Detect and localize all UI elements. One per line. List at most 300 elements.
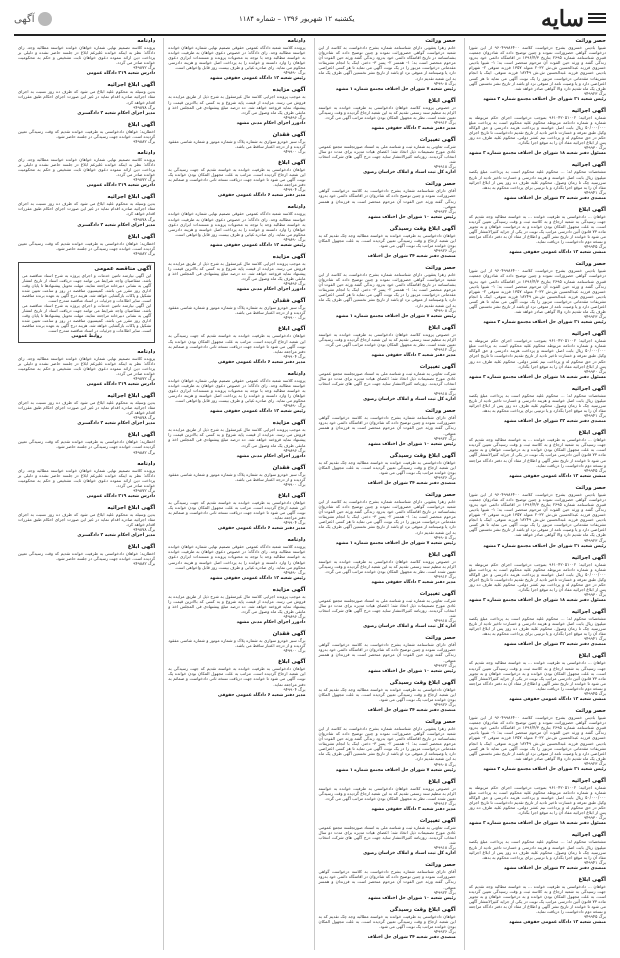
notice-signature: مدیر دفتر شعبه ۶ دادگاه عمومی حقوقی: [218, 692, 306, 698]
notice-body: برگ سبز خودرو سواری به شماره پلاک و شماره موتور و شماره شاسی مفقود گردیده و از درجه اعتبار ساقط می باشد.: [168, 471, 306, 482]
notice: [18, 234, 155, 256]
notice-body: پرونده کلاسه تصمیم نهایی شماره خواهان خوانده خواسته مطالبه وجه. رای دادگاه: نظر به اینکه خوانده علیرغم ابلاغ در جلسه حاضر نشده و دلیلی بر پرداخت دین ارائه ننموده دعوی خواهان ثابت تشخیص و حکم به محکومیت خوانده صادر می گردد.: [18, 467, 156, 488]
column-2: [314, 38, 456, 950]
notice-code: برگ ۹۴۹۹۴۱: [583, 859, 606, 865]
notice-body: اخطاریه: خواهان دادخواستی به طرفیت خوانده تقدیم که وقت رسیدگی تعیین گردیده است. خوانده جهت رسیدگی در جلسه حاضر شود.: [18, 551, 156, 562]
notice-signature: رئیس شعبه ۱۲ دادگاه عمومی حقوقی مشهد: [209, 76, 306, 82]
notice: [469, 331, 606, 380]
notice-code: برگ ۹۴۹۹۱۸: [433, 391, 456, 397]
notice-code: برگ ۹۴۹۸۸۲: [133, 561, 156, 567]
issue-line: یکشنبه ۱۲ شهریور ۱۳۹۶ – شماره ۱۱۸۴: [238, 15, 355, 23]
notice-signature: دادورز اجرای احکام مدنی مشهد: [236, 120, 306, 126]
notice-body: خواهان دادخواستی به طرفیت خوانده به خواسته تقدیم که جهت رسیدگی به این شعبه ارجاع گردیده است. مراتب به علت مجهول المکان بودن خوانده یک نوبت آگهی می شود تا خوانده جهت دریافت نسخه ثانی دادخواست و ضمائم به دفتر مراجعه نماید.: [168, 333, 306, 354]
notice-title: حصر وراثت: [575, 261, 606, 268]
notice-code: برگ ۹۴۹۹۳۰: [583, 592, 606, 598]
notice-signature: رئیس شعبه ۷ شورای حل اختلاف مجتمع شماره ۱ مشهد: [335, 767, 456, 773]
notice-body: خانم زهرا یعقوبی دارای شناسنامه شماره بشرح دادخواست به کلاسه از این شعبه درخواست گواهی حصروراثت نموده و چنین توضیح داده که شادروان بشناسنامه در تاریخ اقامتگاه دائمی خود بدرود زندگی گفته ورثه حین الفوت آن مرحوم منحصر است به: ۱- همسر ۲- پسر ۳- دختر. اینک با انجام تشریفات مقدماتی درخواست مزبور را در یک نوبت آگهی می نماید تا هر کسی اعتراضی دارد یا وصیتنامه از متوفی نزد او باشد از تاریخ نشر نخستین آگهی ظرف یک ماه به این شعبه تقدیم دارد.: [318, 45, 456, 81]
notice-code: برگ ۹۴۹۹۰۴: [283, 353, 306, 359]
notice: [319, 907, 456, 940]
notice-code: برگ ۹۴۹۸۹۶: [283, 447, 306, 453]
notice-title: آگهی ابلاغ: [127, 121, 156, 128]
notice: [168, 587, 305, 625]
notice-body: بدین وسیله به محکوم علیه ابلاغ می شود که ظرف ده روز نسبت به اجرای مفاد اجرائیه صادره اقدام نماید در غیر این صورت اجرای احکام طبق مقررات اقدام خواهد کرد.: [18, 511, 156, 528]
notice-title: حصر وراثت: [425, 264, 456, 271]
notice-body: شرکت تعاونی به شماره ثبت و شناسه ملی به استناد صورتجلسه مجمع عمومی عادی مورخ تصمیمات ذیل اتخاذ شد: اعضای هیات مدیره برای مدت دو سال انتخاب گردیدند. روزنامه کثیرالانتشار سایه جهت درج آگهی های شرکت انتخاب شد.: [318, 143, 456, 165]
notice: [18, 432, 155, 454]
notice-title: آگهی ابلاغ وقت رسیدگی: [389, 679, 456, 686]
notice: [168, 326, 305, 364]
notice-code: برگ ۹۴۹۹۳۰: [583, 368, 606, 374]
notice-body: خواهان دادخواستی به طرفیت خوانده به خواسته مطالبه وجه چک تقدیم که به این شعبه ارجاع و وقت رسیدگی تعیین گردیده است. به علت مجهول المکان بودن خوانده مراتب یک نوبت آگهی می شود.: [318, 232, 456, 248]
notice-body: خواهان ... دادخواستی به طرفیت خوانده ... به خواسته مطالبه وجه تقدیم که جهت رسیدگی به شعبه ارجاع و به کلاسه ثبت و وقت رسیدگی تعیین گردیده است. به علت مجهول المکان بودن خوانده و به درخواست خواهان و به تجویز ماده ۷۳ قانون آئین دادرسی مراتب یک نوبت در یکی از جراید کثیرالانتشار آگهی می شود تا خوانده از تاریخ نشر آگهی و اطلاع از مفاد آن به دفتر دادگاه مراجعه و نسخه دوم دادخواست را دریافت نماید.: [468, 437, 606, 468]
notice-code: برگ ۹۴۹۹۰۸: [433, 534, 456, 540]
notice-body: در خصوص پرونده کلاسه خواهان دادخواستی به طرفیت خوانده به خواسته الزام به تنظیم سند رسمی تقدیم که به این شعبه ارجاع گردیده و وقت رسیدگی تعیین شده است. نظر به مجهول المکان بودن خوانده مراتب آگهی می گردد.: [318, 785, 456, 801]
notice-code: برگ ۹۴۹۸۹۰: [283, 236, 306, 242]
notice: [469, 609, 606, 647]
column-1: [464, 38, 606, 950]
notice-title: دادنامه: [137, 460, 156, 467]
notice-signature: رئیس شعبه ۲۱ شورای حل اختلاف مجتمع شماره ۲ مشهد: [483, 96, 606, 102]
notice-title: آگهی اجرائیه: [571, 385, 606, 392]
notice-title: آگهی مزایده: [272, 87, 306, 94]
notice: [319, 552, 456, 585]
notice-code: برگ ۹۴۹۸۹۰: [283, 70, 306, 76]
notice-code: برگ ۹۴۹۹۲۳: [583, 90, 606, 96]
notice-body: شرکت تعاونی به شماره ثبت و شناسه ملی به استناد صورتجلسه مجمع عمومی عادی مورخ تصمیمات ذیل اتخاذ شد: اعضای هیات مدیره برای مدت دو سال انتخاب گردیدند. روزنامه کثیرالانتشار سایه جهت درج آگهی های شرکت انتخاب شد.: [318, 370, 456, 392]
notice-code: برگ ۹۴۹۹۲۳: [583, 314, 606, 320]
notice-title: حصر وراثت: [575, 38, 606, 44]
notice-title: آگهی فقدان: [272, 631, 306, 638]
notice: [168, 204, 305, 247]
notice-code: برگ ۹۴۹۹۴۱: [583, 189, 606, 195]
notice: [319, 862, 456, 900]
notice: [168, 493, 305, 531]
notice-body: پرونده کلاسه شعبه دادگاه عمومی حقوقی تصمیم نهایی شماره خواهان خوانده خواسته مطالبه وجه. رای دادگاه: در خصوص دعوی خواهان به طرفیت خوانده به خواسته مطالبه وجه با توجه به محتویات پرونده و مستندات ابرازی دعوی خواهان را وارد دانسته و خوانده را به پرداخت اصل خواسته و هزینه دادرسی محکوم می نماید. رای صادره غیابی و ظرف بیست روز قابل واخواهی است.: [168, 211, 306, 237]
notice-title: آگهی ابلاغ وقت رسیدگی: [389, 452, 456, 459]
notice-title: آگهی ابلاغ اجرائیه: [107, 82, 156, 89]
notice-body: بدین وسیله به محکوم علیه ابلاغ می شود که ظرف ده روز نسبت به اجرای مفاد اجرائیه صادره اقدام نماید در غیر این صورت اجرای احکام طبق مقررات اقدام خواهد کرد.: [18, 400, 156, 416]
notice-signature: اداره کل ثبت اسناد و املاک خراسان رضوی: [363, 624, 456, 630]
notice-body: شیوا بادینی خسروی بشرح درخواست کلاسه ۹۶۰۴۹۹۸۶۴۰۰ از این شورا درخواست گواهی حصروراثت نموده و چنین توضیح داده که شادروان جمعیت قنبری شناسنامه شماره ۲۶۹۵ بتاریخ ۱۳۹۶/۴/۳ در اقامتگاه دائمی خود بدرود زندگی گفته و ورثه حین الفوت آن مرحوم منحصر است به: ۱- شیوا بادینی خسروی فرزند عبدالحسین ش.ش ۲۰۳۲ متولد ۱۳۵۷ فرزند متوفی ۲- شهرام بادینی خسروی فرزند عبدالحسین ش.ش ۱۸۲۴۹ فرزند متوفی. اینک با انجام تشریفات مقدماتی درخواست مزبور را یک نوبت آگهی می نماید تا هر کسی اعتراضی دارد و یا وصیت نامه از متوفی نزد او باشد از تاریخ نشر نخستین آگهی ظرف یک ماه تقدیم دارد والا گواهی صادر خواهد شد.: [468, 491, 606, 538]
notice-code: برگ ۹۴۹۹۲۶: [433, 474, 456, 480]
notice-code: برگ ۹۴۹۸۷۸: [133, 527, 156, 533]
notice-title: آگهی ابلاغ وقت رسیدگی: [389, 906, 456, 913]
logo-text: سايه: [540, 6, 584, 32]
notice-body: خواهان ... دادخواستی به طرفیت خوانده ... به خواسته مطالبه وجه تقدیم که جهت رسیدگی به شعبه ارجاع و به کلاسه ثبت و وقت رسیدگی تعیین گردیده است. به علت مجهول المکان بودن خوانده و به درخواست خواهان و به تجویز ماده ۷۳ قانون آئین دادرسی مراتب یک نوبت در یکی از جراید کثیرالانتشار آگهی می شود تا خوانده از تاریخ نشر آگهی و اطلاع از مفاد آن به دفتر دادگاه مراجعه و نسخه دوم دادخواست را دریافت نماید.: [468, 213, 606, 245]
notice-code: برگ ۹۴۹۹۲۳: [583, 537, 606, 543]
notice: [168, 420, 305, 458]
notice-code: برگ ۹۴۹۹۴۵: [583, 244, 606, 250]
notice-code: برگ ۹۴۹۹۱۲: [433, 573, 456, 579]
notice-body: خانم زهرا یعقوبی دارای شناسنامه شماره بشرح دادخواست به کلاسه از این شعبه درخواست گواهی حصروراثت نموده و چنین توضیح داده که شادروان بشناسنامه در تاریخ اقامتگاه دائمی خود بدرود زندگی گفته ورثه حین الفوت آن مرحوم منحصر است به: ۱- همسر ۲- پسر ۳- دختر. اینک با انجام تشریفات مقدماتی درخواست مزبور را در یک نوبت آگهی می نماید تا هر کسی اعتراضی دارد یا وصیتنامه از متوفی نزد او باشد از تاریخ نشر نخستین آگهی ظرف یک ماه به این شعبه تقدیم دارد.: [318, 498, 456, 535]
notice-title: دادنامه: [137, 348, 156, 355]
section-label: [14, 12, 52, 26]
notice: [469, 832, 606, 870]
notice: [168, 87, 305, 125]
notice-code: برگ ۹۴۹۹۱۲: [433, 346, 456, 352]
notice-title: آگهی ابلاغ وقت رسیدگی: [389, 225, 456, 232]
notice-code: برگ ۹۴۹۸۹۰: [283, 569, 306, 575]
notice-signature: رئیس شعبه ۱۲ دادگاه عمومی حقوقی مشهد: [209, 575, 306, 581]
notice-title: آگهی ابلاغ: [428, 551, 456, 558]
notice: [319, 408, 456, 446]
notice-code: برگ ۹۴۹۹۰۰: [283, 481, 306, 487]
notice-title: آگهی ابلاغ: [277, 160, 306, 167]
notice-code: برگ ۹۴۹۹۰۴: [283, 187, 306, 193]
notice: [319, 591, 456, 629]
notice-body: مشخصات محکوم له: ... محکوم علیه محکوم است به پرداخت مبلغ یکصد میلیون ریال بابت اصل خواسته و هزینه دادرسی و خسارت تاخیر تادیه از تاریخ سررسید چک تا زمان وصول. محکوم علیه ظرف ده روز پس از ابلاغ اجرائیه مفاد آن را به موقع اجرا بگذارد و یا ترتیبی برای پرداخت محکوم به بدهد.: [468, 169, 606, 190]
notice: [469, 162, 606, 200]
logo-bars-icon: [588, 13, 606, 25]
notice-signature: مسئول دفتر شعبه ۱۸ شورای حل اختلاف مجتمع شماره ۳ مشهد: [468, 151, 606, 157]
notice: [319, 325, 456, 358]
notice-code: برگ ۹۴۹۹۰۰: [283, 149, 306, 155]
notice-signature: مسئول دفتر شعبه ۱۸ شورای حل اختلاف مجتمع شماره ۳ مشهد: [468, 374, 606, 380]
notice-signature: اداره کل ثبت اسناد و املاک خراسان رضوی: [363, 397, 456, 403]
column-4: [14, 38, 155, 950]
notice-title: آگهی تغییرات: [419, 590, 456, 597]
boxed-notice: [18, 262, 155, 343]
notice-code: برگ ۹۴۹۹۱۸: [433, 845, 456, 851]
notice-code: برگ ۹۴۹۸۸۲: [133, 138, 156, 144]
notice: [469, 261, 606, 325]
notice: [469, 207, 606, 256]
notice-code: برگ ۹۴۹۹۴۵: [583, 691, 606, 697]
notice: [319, 719, 456, 773]
notice-signature: رئیس شعبه ۱۰ شورای حل اختلاف مشهد: [368, 441, 456, 447]
notice-code: برگ ۹۴۹۹۲۶: [433, 928, 456, 934]
notice-title: دادنامه: [287, 204, 306, 211]
notice-title: حصر وراثت: [425, 718, 456, 725]
notice-code: برگ ۹۴۹۹۴۱: [583, 413, 606, 419]
section-title: آگهی: [14, 13, 35, 25]
notice-signature: دادورز اجرای احکام مدنی مشهد: [236, 620, 306, 626]
notice-code: برگ ۹۴۹۹۱۸: [433, 164, 456, 170]
notice: [168, 371, 305, 414]
notice-title: دادنامه: [137, 38, 156, 44]
notice: [319, 137, 456, 175]
notice-title: آگهی ابلاغ: [428, 324, 456, 331]
notice-body: خواهان دادخواستی به طرفیت خوانده به خواسته مطالبه وجه چک تقدیم که به این شعبه ارجاع و وقت رسیدگی تعیین گردیده است. به علت مجهول المکان بودن خوانده مراتب یک نوبت آگهی می شود.: [318, 913, 456, 929]
notice-title: آگهی ابلاغ: [578, 876, 606, 883]
notice-code: برگ ۹۴۹۸۷۲: [133, 376, 156, 382]
notice: [469, 653, 606, 702]
notice-code: برگ ۹۴۹۸۷۲: [133, 177, 156, 183]
notice-body: شیوا بادینی خسروی بشرح درخواست کلاسه ۹۶۰۴۹۹۸۶۴۰۰ از این شورا درخواست گواهی حصروراثت نموده و چنین توضیح داده که شادروان جمعیت قنبری شناسنامه شماره ۲۶۹۵ بتاریخ ۱۳۹۶/۴/۳ در اقامتگاه دائمی خود بدرود زندگی گفته و ورثه حین الفوت آن مرحوم منحصر است به: ۱- شیوا بادینی خسروی فرزند عبدالحسین ش.ش ۲۰۳۲ متولد ۱۳۵۷ فرزند متوفی ۲- شهرام بادینی خسروی فرزند عبدالحسین ش.ش ۱۸۲۴۹ فرزند متوفی. اینک با انجام تشریفات مقدماتی درخواست مزبور را یک نوبت آگهی می نماید تا هر کسی اعتراضی دارد و یا وصیت نامه از متوفی نزد او باشد از تاریخ نشر نخستین آگهی ظرف یک ماه تقدیم دارد والا گواهی صادر خواهد شد.: [468, 45, 606, 91]
notice-signature: منشی شعبه ۱۲ دادگاه عمومی حقوقی مشهد: [509, 697, 606, 703]
notice: [168, 298, 305, 320]
notice-body: به موجب پرونده اجرایی کلاسه مال غیرمنقول به شرح ذیل از طریق مزایده به فروش می رسد. مزایده از قیمت پایه شروع و به کسی که بالاترین قیمت را پیشنهاد نماید فروخته خواهد شد. ده درصد مبلغ پیشنهادی فی المجلس اخذ و مابقی ظرف یک ماه وصول می گردد.: [168, 427, 306, 448]
notice-body: خواهان دادخواستی به طرفیت خوانده به خواسته تقدیم که جهت رسیدگی به این شعبه ارجاع گردیده است. مراتب به علت مجهول المکان بودن خوانده یک نوبت آگهی می شود تا خوانده جهت دریافت نسخه ثانی دادخواست و ضمائم به دفتر مراجعه نماید.: [168, 167, 306, 188]
notice-title: آگهی اجرائیه: [571, 609, 606, 616]
notice-signature: دادورز اجرای احکام مدنی مشهد: [236, 287, 306, 293]
column-3: [163, 38, 305, 950]
notice-body: پرونده کلاسه تصمیم نهایی شماره خواهان خوانده خواسته مطالبه وجه. رای دادگاه: نظر به اینکه خوانده علیرغم ابلاغ در جلسه حاضر نشده و دلیلی بر پرداخت دین ارائه ننموده دعوی خواهان ثابت تشخیص و حکم به محکومیت خوانده صادر می گردد.: [18, 45, 156, 66]
notice-signature: مدیر دفتر شعبه ۳ دادگاه حقوقی مشهد: [371, 352, 456, 358]
notice-body: شماره اجرائیه: ۹۶۱۰۴۲۰۵۱۰۰۲ بموجب درخواست اجرای حکم مربوطه به شماره و شماره دادنامه مربوطه محکوم علیه محکوم است به پرداخت مبلغ ۵۰/۰۰۰/۰۰۰ ریال بابت اصل خواسته و پرداخت هزینه دادرسی و حق الوکاله وکیل طبق تعرفه و خسارت تاخیر تادیه از تاریخ تقدیم دادخواست تا تاریخ اجرای حکم در حق محکوم له و پرداخت نیم عشر دولتی. محکوم علیه ظرف ده روز پس از ابلاغ اجرائیه مفاد آن را به موقع اجرا بگذارد.: [468, 338, 606, 369]
notice: [18, 122, 155, 144]
notice-body: به موجب پرونده اجرایی کلاسه مال غیرمنقول به شرح ذیل از طریق مزایده به فروش می رسد. مزایده از قیمت پایه شروع و به کسی که بالاترین قیمت را پیشنهاد نماید فروخته خواهد شد. ده درصد مبلغ پیشنهادی فی المجلس اخذ و مابقی ظرف یک ماه وصول می گردد.: [168, 94, 306, 115]
notice-signature: متصدی دفتر شعبه ۲۴ شورای حل اختلاف: [367, 253, 456, 259]
notice-body: خواهان ... دادخواستی به طرفیت خوانده ... به خواسته مطالبه وجه تقدیم که جهت رسیدگی به شعبه ارجاع و به کلاسه ثبت و وقت رسیدگی تعیین گردیده است. به علت مجهول المکان بودن خوانده و به درخواست خواهان و به تجویز ماده ۷۳ قانون آئین دادرسی مراتب یک نوبت در یکی از جراید کثیرالانتشار آگهی می شود تا خوانده از تاریخ نشر آگهی و اطلاع از مفاد آن به دفتر دادگاه مراجعه و نسخه دوم دادخواست را دریافت نماید.: [468, 660, 606, 691]
notice-title: حصر وراثت: [425, 408, 456, 415]
notice-signature: مسئول دفتر شعبه ۱۸ شورای حل اختلاف مجتمع شماره ۳ مشهد: [468, 821, 606, 827]
notice-title: آگهی ابلاغ: [127, 432, 156, 439]
notice: [18, 82, 155, 115]
notice-body: مشخصات محکوم له: ... محکوم علیه محکوم است به پرداخت مبلغ یکصد میلیون ریال بابت اصل خواسته و هزینه دادرسی و خسارت تاخیر تادیه از تاریخ سررسید چک تا زمان وصول. محکوم علیه ظرف ده روز پس از ابلاغ اجرائیه مفاد آن را به موقع اجرا بگذارد و یا ترتیبی برای پرداخت محکوم به بدهد.: [468, 839, 606, 860]
notice-code: برگ ۹۴۹۹۲۳: [583, 760, 606, 766]
notice-code: برگ ۹۴۹۸۹۶: [283, 114, 306, 120]
notice-body: آقای دارای شناسنامه شماره بشرح دادخواست به کلاسه درخواست گواهی حصروراثت نموده و چنین توضیح داده که شادروان در اقامتگاه دائمی خود بدرود زندگی گفته ورثه حین الفوت آن مرحوم منحصر است به فرزندان و همسر متوفی.: [318, 415, 456, 436]
notice-body: خواهان دادخواستی به طرفیت خوانده به خواسته تقدیم که جهت رسیدگی به این شعبه ارجاع گردیده است. مراتب به علت مجهول المکان بودن خوانده یک نوبت آگهی می شود تا خوانده جهت دریافت نسخه ثانی دادخواست و ضمائم به دفتر مراجعه نماید.: [168, 666, 306, 687]
notice-body: مشخصات محکوم له: ... محکوم علیه محکوم است به پرداخت مبلغ یکصد میلیون ریال بابت اصل خواسته و هزینه دادرسی و خسارت تاخیر تادیه از تاریخ سررسید چک تا زمان وصول. محکوم علیه ظرف ده روز پس از ابلاغ اجرائیه مفاد آن را به موقع اجرا بگذارد و یا ترتیبی برای پرداخت محکوم به بدهد.: [468, 616, 606, 637]
notice-body: پرونده کلاسه تصمیم نهایی شماره خواهان خوانده خواسته مطالبه وجه. رای دادگاه: نظر به اینکه خوانده علیرغم ابلاغ در جلسه حاضر نشده و دلیلی بر پرداخت دین ارائه ننموده دعوی خواهان ثابت تشخیص و حکم به محکومیت خوانده صادر می گردد.: [18, 156, 156, 178]
notice-body: اخطاریه: خواهان دادخواستی به طرفیت خوانده تقدیم که وقت رسیدگی تعیین گردیده است. خوانده جهت رسیدگی در جلسه حاضر شود.: [18, 240, 156, 251]
notice-signature: اداره کل ثبت اسناد و املاک خراسان رضوی: [363, 851, 456, 857]
notice-title: آگهی ابلاغ: [277, 492, 306, 499]
masthead: [14, 6, 606, 36]
notice-body: بدین وسیله به محکوم علیه ابلاغ می شود که ظرف ده روز نسبت به اجرای مفاد اجرائیه صادره اقدام نماید در غیر این صورت اجرای احکام طبق مقررات اقدام خواهد کرد.: [18, 201, 156, 217]
notice-signature: دادرس شعبه ۲۱۹ دادگاه عمومی: [86, 493, 156, 499]
notice-signature: مدیر دفتر شعبه ۶ دادگاه عمومی حقوقی: [218, 526, 306, 532]
notice: [469, 386, 606, 424]
notice-body: بدین وسیله به محکوم علیه ابلاغ می شود که ظرف ده روز نسبت به اجرای مفاد اجرائیه صادره اقدام نماید در غیر این صورت اجرای احکام طبق مقررات اقدام خواهد کرد.: [18, 89, 156, 105]
notice: [18, 150, 155, 188]
notice-body: برگ سبز خودرو سواری به شماره پلاک و شماره موتور و شماره شاسی مفقود گردیده و از درجه اعتبار ساقط می باشد.: [168, 138, 306, 149]
notice-title: آگهی فقدان: [272, 298, 306, 305]
notice-signature: اداره کل ثبت اسناد و املاک خراسان رضوی: [363, 170, 456, 176]
notice-body: اخطاریه: خواهان دادخواستی به طرفیت خوانده تقدیم که وقت رسیدگی تعیین گردیده است. خوانده جهت رسیدگی در جلسه حاضر شود.: [18, 439, 156, 450]
notice-title: آگهی مزایده: [272, 253, 306, 260]
notice-code: برگ ۹۴۹۹۰۰: [283, 648, 306, 654]
notice-body: خواهان ... دادخواستی به طرفیت خوانده ... به خواسته مطالبه وجه تقدیم که جهت رسیدگی به شعبه ارجاع و به کلاسه ثبت و وقت رسیدگی تعیین گردیده است. به علت مجهول المکان بودن خوانده و به درخواست خواهان و به تجویز ماده ۷۳ قانون آئین دادرسی مراتب یک نوبت در یکی از جراید کثیرالانتشار آگهی می شود تا خوانده از تاریخ نشر آگهی و اطلاع از مفاد آن به دفتر دادگاه مراجعه و نسخه دوم دادخواست را دریافت نماید.: [468, 883, 606, 915]
notice-code: برگ ۹۴۹۹۳۰: [583, 815, 606, 821]
notice-body: مشخصات محکوم له: ... محکوم علیه محکوم است به پرداخت مبلغ یکصد میلیون ریال بابت اصل خواسته و هزینه دادرسی و خسارت تاخیر تادیه از تاریخ سررسید چک تا زمان وصول. محکوم علیه ظرف ده روز پس از ابلاغ اجرائیه مفاد آن را به موقع اجرا بگذارد و یا ترتیبی برای پرداخت محکوم به بدهد.: [468, 392, 606, 414]
notice-body: شرکت تعاونی به شماره ثبت و شناسه ملی به استناد صورتجلسه مجمع عمومی عادی مورخ تصمیمات ذیل اتخاذ شد: اعضای هیات مدیره برای مدت دو سال انتخاب گردیدند. روزنامه کثیرالانتشار سایه جهت درج آگهی های شرکت انتخاب شد.: [318, 824, 456, 846]
notice-title: دادنامه: [287, 38, 306, 44]
notice-signature: دادرس شعبه ۲۱۹ دادگاه عمومی: [86, 183, 156, 189]
notice-body: آقای دارای شناسنامه شماره بشرح دادخواست به کلاسه درخواست گواهی حصروراثت نموده و چنین توضیح داده که شادروان در اقامتگاه دائمی خود بدرود زندگی گفته ورثه حین الفوت آن مرحوم منحصر است به فرزندان و همسر متوفی.: [318, 869, 456, 890]
notice-title: دادنامه: [137, 149, 156, 156]
notice-title: آگهی ابلاغ: [578, 430, 606, 437]
notice: [319, 364, 456, 402]
notice-code: برگ ۹۴۹۹۲۲: [433, 208, 456, 214]
notice-signature: متصدی دفتر شعبه ۲۲ شورای حل اختلاف مشهد: [503, 865, 606, 871]
notice-title: آگهی ابلاغ: [428, 778, 456, 785]
notice-signature: متصدی دفتر شعبه ۲۴ شورای حل اختلاف: [367, 934, 456, 940]
notice-signature: متصدی دفتر شعبه ۲۲ شورای حل اختلاف مشهد: [503, 419, 606, 425]
notice-body: خانم زهرا یعقوبی دارای شناسنامه شماره بشرح دادخواست به کلاسه از این شعبه درخواست گواهی حصروراثت نموده و چنین توضیح داده که شادروان بشناسنامه در تاریخ اقامتگاه دائمی خود بدرود زندگی گفته ورثه حین الفوت آن مرحوم منحصر است به: ۱- همسر ۲- پسر ۳- دختر. اینک با انجام تشریفات مقدماتی درخواست مزبور را در یک نوبت آگهی می نماید تا هر کسی اعتراضی دارد یا وصیتنامه از متوفی نزد او باشد از تاریخ نشر نخستین آگهی ظرف یک ماه به این شعبه تقدیم دارد.: [318, 725, 456, 762]
notice-signature: متصدی دفتر شعبه ۲۴ شورای حل اختلاف: [367, 480, 456, 486]
notice-code: برگ ۹۴۹۹۴۵: [583, 914, 606, 920]
notice-code: برگ ۹۴۹۸۹۶: [283, 281, 306, 287]
notice-body: شماره اجرائیه: ۹۶۱۰۴۲۰۵۱۰۰۲ بموجب درخواست اجرای حکم مربوطه به شماره و شماره دادنامه مربوطه محکوم علیه محکوم است به پرداخت مبلغ ۵۰/۰۰۰/۰۰۰ ریال بابت اصل خواسته و پرداخت هزینه دادرسی و حق الوکاله وکیل طبق تعرفه و خسارت تاخیر تادیه از تاریخ تقدیم دادخواست تا تاریخ اجرای حکم در حق محکوم له و پرداخت نیم عشر دولتی. محکوم علیه ظرف ده روز پس از ابلاغ اجرائیه مفاد آن را به موقع اجرا بگذارد.: [468, 784, 606, 816]
notice-signature: رئیس شعبه ۷ شورای حل اختلاف مجتمع شماره ۱ مشهد: [335, 540, 456, 546]
notice-code: برگ ۹۴۹۹۴۵: [583, 467, 606, 473]
notice-body: به موجب پرونده اجرایی کلاسه مال غیرمنقول به شرح ذیل از طریق مزایده به فروش می رسد. مزایده از قیمت پایه شروع و به کسی که بالاترین قیمت را پیشنهاد نماید فروخته خواهد شد. ده درصد مبلغ پیشنهادی فی المجلس اخذ و مابقی ظرف یک ماه وصول می گردد.: [168, 260, 306, 282]
notice-code: برگ ۹۴۹۹۰۰: [283, 315, 306, 321]
notice: [18, 461, 155, 499]
notice-title: حصر وراثت: [425, 181, 456, 188]
notice-body: اخطاریه: خواهان دادخواستی به طرفیت خوانده تقدیم که وقت رسیدگی تعیین گردیده است. خوانده جهت رسیدگی در جلسه حاضر شود.: [18, 128, 156, 139]
boxed-notice-body-continued: این آگهی نیازمند تامین خدمات و اجرای پروژه به شرح اسناد مناقصه می باشد. متقاضیان واجد شرایط می توانند جهت دریافت اسناد از تاریخ انتشار آگهی به نشانی دبیرخانه مراجعه نمایند. مهلت تحویل پیشنهادها تا پایان وقت اداری روز مقرر می باشد. کمیسیون مناقصه در روز و ساعت تعیین شده تشکیل و پاکات بازگشایی خواهد شد. هزینه درج آگهی به عهده برنده مناقصه است. سایر اطلاعات و جزئیات در اسناد مناقصه مندرج است.: [22, 302, 152, 333]
notice-code: برگ ۹۴۹۹۱۸: [433, 618, 456, 624]
notice: [319, 818, 456, 856]
notice-signature: متصدی دفتر شعبه ۲۴ شورای حل اختلاف: [367, 707, 456, 713]
notice-signature: رئیس شعبه ۱۲ دادگاه عمومی حقوقی مشهد: [209, 242, 306, 248]
notice: [319, 181, 456, 219]
notice-signature: مدیر اجرای احکام شعبه ۲ دادگستری: [77, 533, 156, 539]
notice-body: شیوا بادینی خسروی بشرح درخواست کلاسه ۹۶۰۴۹۹۸۶۴۰۰ از این شورا درخواست گواهی حصروراثت نموده و چنین توضیح داده که شادروان جمعیت قنبری شناسنامه شماره ۲۶۹۵ بتاریخ ۱۳۹۶/۴/۳ در اقامتگاه دائمی خود بدرود زندگی گفته و ورثه حین الفوت آن مرحوم منحصر است به: ۱- شیوا بادینی خسروی فرزند عبدالحسین ش.ش ۲۰۳۲ متولد ۱۳۵۷ فرزند متوفی ۲- شهرام بادینی خسروی فرزند عبدالحسین ش.ش ۱۸۲۴۹ فرزند متوفی. اینک با انجام تشریفات مقدماتی درخواست مزبور را یک نوبت آگهی می نماید تا هر کسی اعتراضی دارد و یا وصیت نامه از متوفی نزد او باشد از تاریخ نشر نخستین آگهی ظرف یک ماه تقدیم دارد والا گواهی صادر خواهد شد.: [468, 715, 606, 761]
notice: [319, 680, 456, 713]
notice-code: برگ ۹۴۹۹۲۶: [433, 247, 456, 253]
notice-code: برگ ۹۴۹۹۱۲: [433, 800, 456, 806]
notice-signature: متصدی دفتر شعبه ۲۲ شورای حل اختلاف مشهد: [503, 642, 606, 648]
notice: [319, 492, 456, 546]
notice-title: آگهی اجرائیه: [571, 107, 606, 114]
notice-title: دادنامه: [287, 370, 306, 377]
notice: [469, 555, 606, 604]
notice-code: برگ ۹۴۹۸۷۸: [133, 104, 156, 110]
notice-title: آگهی ابلاغ: [578, 206, 606, 213]
notice-body: پرونده کلاسه تصمیم نهایی شماره خواهان خوانده خواسته مطالبه وجه. رای دادگاه: نظر به اینکه خوانده علیرغم ابلاغ در جلسه حاضر نشده و دلیلی بر پرداخت دین ارائه ننموده دعوی خواهان ثابت تشخیص و حکم به محکومیت خوانده صادر می گردد.: [18, 355, 156, 376]
notice: [469, 778, 606, 827]
notice-code: برگ ۹۴۹۹۲۲: [433, 889, 456, 895]
columns-container: [14, 38, 606, 950]
notice-signature: رئیس شعبه ۲۱ شورای حل اختلاف مجتمع شماره ۲ مشهد: [483, 543, 606, 549]
notice-code: برگ ۹۴۹۹۴۱: [583, 636, 606, 642]
notice: [469, 108, 606, 157]
notice: [319, 226, 456, 259]
notice-body: در خصوص پرونده کلاسه خواهان دادخواستی به طرفیت خوانده به خواسته الزام به تنظیم سند رسمی تقدیم که به این شعبه ارجاع گردیده و وقت رسیدگی تعیین شده است. نظر به مجهول المکان بودن خوانده مراتب آگهی می گردد.: [318, 558, 456, 574]
notice-signature: مدیر اجرای احکام شعبه ۲ دادگستری: [77, 421, 156, 427]
notice-code: برگ ۹۴۹۹۲۶: [433, 701, 456, 707]
boxed-notice-signature: روابط عمومی: [71, 333, 102, 339]
notice-signature: متصدی دفتر شعبه ۲۲ شورای حل اختلاف مشهد: [503, 195, 606, 201]
notice-title: حصر وراثت: [575, 484, 606, 491]
notice-code: برگ ۹۴۹۸۷۸: [133, 415, 156, 421]
notice: [319, 265, 456, 319]
notice: [18, 544, 155, 566]
notice-title: آگهی مزایده: [272, 586, 306, 593]
newspaper-logo: [541, 6, 606, 32]
notice-title: آگهی ابلاغ اجرائیه: [107, 504, 156, 511]
notice-title: آگهی ابلاغ: [277, 659, 306, 666]
notice-code: برگ ۹۴۹۹۲۲: [433, 662, 456, 668]
notice-code: برگ ۹۴۹۸۸۲: [133, 250, 156, 256]
notice-title: آگهی اجرائیه: [571, 832, 606, 839]
notice-title: حصر وراثت: [425, 862, 456, 869]
notice: [469, 877, 606, 926]
notice-code: برگ ۹۴۹۹۰۸: [433, 761, 456, 767]
notice: [319, 453, 456, 486]
notice: [469, 430, 606, 479]
notice-body: خانم زهرا یعقوبی دارای شناسنامه شماره بشرح دادخواست به کلاسه از این شعبه درخواست گواهی حصروراثت نموده و چنین توضیح داده که شادروان بشناسنامه در تاریخ اقامتگاه دائمی خود بدرود زندگی گفته ورثه حین الفوت آن مرحوم منحصر است به: ۱- همسر ۲- پسر ۳- دختر. اینک با انجام تشریفات مقدماتی درخواست مزبور را در یک نوبت آگهی می نماید تا هر کسی اعتراضی دارد یا وصیتنامه از متوفی نزد او باشد از تاریخ نشر نخستین آگهی ظرف یک ماه به این شعبه تقدیم دارد.: [318, 271, 456, 308]
notice-body: در خصوص پرونده کلاسه خواهان دادخواستی به طرفیت خوانده به خواسته الزام به تنظیم سند رسمی تقدیم که به این شعبه ارجاع گردیده و وقت رسیدگی تعیین شده است. نظر به مجهول المکان بودن خوانده مراتب آگهی می گردد.: [318, 331, 456, 347]
notice-code: برگ ۹۴۹۹۰۴: [283, 520, 306, 526]
notice-signature: مدیر دفتر شعبه ۶ دادگاه عمومی حقوقی: [218, 193, 306, 199]
notice-body: خواهان دادخواستی به طرفیت خوانده به خواسته مطالبه وجه چک تقدیم که به این شعبه ارجاع و وقت رسیدگی تعیین گردیده است. به علت مجهول المکان بودن خوانده مراتب یک نوبت آگهی می شود.: [318, 459, 456, 475]
notice-signature: رئیس شعبه ۷ شورای حل اختلاف مجتمع شماره ۱ مشهد: [335, 313, 456, 319]
notice-signature: مدیر دفتر شعبه ۳ دادگاه حقوقی مشهد: [371, 125, 456, 131]
notice-body: شماره اجرائیه: ۹۶۱۰۴۲۰۵۱۰۰۲ بموجب درخواست اجرای حکم مربوطه به شماره و شماره دادنامه مربوطه محکوم علیه محکوم است به پرداخت مبلغ ۵۰/۰۰۰/۰۰۰ ریال بابت اصل خواسته و پرداخت هزینه دادرسی و حق الوکاله وکیل طبق تعرفه و خسارت تاخیر تادیه از تاریخ تقدیم دادخواست تا تاریخ اجرای حکم در حق محکوم له و پرداخت نیم عشر دولتی. محکوم علیه ظرف ده روز پس از ابلاغ اجرائیه مفاد آن را به موقع اجرا بگذارد.: [468, 561, 606, 592]
notice-code: برگ ۹۴۹۸۷۸: [133, 216, 156, 222]
notice: [18, 349, 155, 387]
notice: [319, 98, 456, 131]
notice: [319, 779, 456, 812]
notice-title: حصر وراثت: [425, 635, 456, 642]
notice-body: در خصوص پرونده کلاسه خواهان دادخواستی به طرفیت خوانده به خواسته الزام به تنظیم سند رسمی تقدیم که به این شعبه ارجاع گردیده و وقت رسیدگی تعیین شده است. نظر به مجهول المکان بودن خوانده مراتب آگهی می گردد.: [318, 104, 456, 120]
notice-title: حصر وراثت: [425, 38, 456, 44]
notice-signature: رئیس شعبه ۲۱ شورای حل اختلاف مجتمع شماره ۲ مشهد: [483, 766, 606, 772]
notice-signature: رئیس شعبه ۱۰ شورای حل اختلاف مشهد: [368, 895, 456, 901]
notice-signature: مدیر اجرای احکام شعبه ۲ دادگستری: [77, 110, 156, 116]
notice-signature: منشی شعبه ۱۲ دادگاه عمومی حقوقی مشهد: [509, 473, 606, 479]
notice-signature: منشی شعبه ۱۲ دادگاه عمومی حقوقی مشهد: [509, 250, 606, 256]
notice-signature: مسئول دفتر شعبه ۱۸ شورای حل اختلاف مجتمع شماره ۳ مشهد: [468, 598, 606, 604]
notice-body: برگ سبز خودرو سواری به شماره پلاک و شماره موتور و شماره شاسی مفقود گردیده و از درجه اعتبار ساقط می باشد.: [168, 305, 306, 316]
notice-body: پرونده کلاسه شعبه دادگاه عمومی حقوقی تصمیم نهایی شماره خواهان خوانده خواسته مطالبه وجه. رای دادگاه: در خصوص دعوی خواهان به طرفیت خوانده به خواسته مطالبه وجه با توجه به محتویات پرونده و مستندات ابرازی دعوی خواهان را وارد دانسته و خوانده را به پرداخت اصل خواسته و هزینه دادرسی محکوم می نماید. رای صادره غیابی و ظرف بیست روز قابل واخواهی است.: [168, 45, 306, 71]
notice-title: آگهی فقدان: [272, 131, 306, 138]
notice-signature: رئیس شعبه ۱۰ شورای حل اختلاف مشهد: [368, 668, 456, 674]
notice: [469, 485, 606, 549]
notice-title: آگهی اجرائیه: [571, 331, 606, 338]
notice-body: خواهان دادخواستی به طرفیت خوانده به خواسته مطالبه وجه چک تقدیم که به این شعبه ارجاع و وقت رسیدگی تعیین گردیده است. به علت مجهول المکان بودن خوانده مراتب یک نوبت آگهی می شود.: [318, 686, 456, 702]
notice-signature: مدیر دفتر شعبه ۶ دادگاه عمومی حقوقی: [218, 359, 306, 365]
notice-title: آگهی اجرائیه: [571, 554, 606, 561]
notice: [168, 631, 305, 653]
notice-signature: رئیس شعبه ۲۱ شورای حل اختلاف مجتمع شماره ۲ مشهد: [483, 320, 606, 326]
notice: [168, 659, 305, 697]
notice-body: آقای دارای شناسنامه شماره بشرح دادخواست به کلاسه درخواست گواهی حصروراثت نموده و چنین توضیح داده که شادروان در اقامتگاه دائمی خود بدرود زندگی گفته ورثه حین الفوت آن مرحوم منحصر است به فرزندان و همسر متوفی.: [318, 188, 456, 209]
notice-body: شماره اجرائیه: ۹۶۱۰۴۲۰۵۱۰۰۲ بموجب درخواست اجرای حکم مربوطه به شماره و شماره دادنامه مربوطه محکوم علیه محکوم است به پرداخت مبلغ ۵۰/۰۰۰/۰۰۰ ریال بابت اصل خواسته و پرداخت هزینه دادرسی و حق الوکاله وکیل طبق تعرفه و خسارت تاخیر تادیه از تاریخ تقدیم دادخواست تا تاریخ اجرای حکم در حق محکوم له و پرداخت نیم عشر دولتی. محکوم علیه ظرف ده روز پس از ابلاغ اجرائیه مفاد آن را به موقع اجرا بگذارد.: [468, 114, 606, 146]
notice-code: برگ ۹۴۹۸۹۰: [283, 403, 306, 409]
notice-body: خواهان دادخواستی به طرفیت خوانده به خواسته تقدیم که جهت رسیدگی به این شعبه ارجاع گردیده است. مراتب به علت مجهول المکان بودن خوانده یک نوبت آگهی می شود تا خوانده جهت دریافت نسخه ثانی دادخواست و ضمائم به دفتر مراجعه نماید.: [168, 499, 306, 521]
notice-title: آگهی اجرائیه: [571, 162, 606, 169]
notice-body: شرکت تعاونی به شماره ثبت و شناسه ملی به استناد صورتجلسه مجمع عمومی عادی مورخ تصمیمات ذیل اتخاذ شد: اعضای هیات مدیره برای مدت دو سال انتخاب گردیدند. روزنامه کثیرالانتشار سایه جهت درج آگهی های شرکت انتخاب شد.: [318, 597, 456, 619]
notice: [469, 708, 606, 772]
notice-code: برگ ۹۴۹۹۰۴: [283, 686, 306, 692]
notice-title: آگهی ابلاغ: [127, 233, 156, 240]
notice-title: آگهی ابلاغ اجرائیه: [107, 393, 156, 400]
notice-code: برگ ۹۴۹۹۰۸: [433, 307, 456, 313]
notice-code: برگ ۹۴۹۸۹۶: [283, 614, 306, 620]
notice: [168, 38, 305, 81]
notice-signature: دادرس شعبه ۲۱۹ دادگاه عمومی: [86, 382, 156, 388]
notice-title: آگهی فقدان: [272, 464, 306, 471]
notice-code: برگ ۹۴۹۹۱۲: [433, 119, 456, 125]
notice-title: آگهی ابلاغ اجرائیه: [107, 194, 156, 201]
notice-title: آگهی ابلاغ: [277, 326, 306, 333]
notice: [168, 537, 305, 580]
notice-title: آگهی اجرائیه: [571, 777, 606, 784]
notice-code: برگ ۹۴۹۸۷۲: [133, 65, 156, 71]
notice-title: آگهی ابلاغ: [428, 97, 456, 104]
notice: [168, 254, 305, 292]
notice-body: برگ سبز خودرو سواری به شماره پلاک و شماره موتور و شماره شاسی مفقود گردیده و از درجه اعتبار ساقط می باشد.: [168, 638, 306, 649]
boxed-notice-body: این آگهی نیازمند تامین خدمات و اجرای پروژه به شرح اسناد مناقصه می باشد. متقاضیان واجد شرایط می توانند جهت دریافت اسناد از تاریخ انتشار آگهی به نشانی دبیرخانه مراجعه نمایند. مهلت تحویل پیشنهادها تا پایان وقت اداری روز مقرر می باشد. کمیسیون مناقصه در روز و ساعت تعیین شده تشکیل و پاکات بازگشایی خواهد شد. هزینه درج آگهی به عهده برنده مناقصه است. سایر اطلاعات و جزئیات در اسناد مناقصه مندرج است.: [22, 272, 152, 303]
notice-title: حصر وراثت: [425, 491, 456, 498]
notice: [18, 194, 155, 227]
notice-signature: مدیر دفتر شعبه ۳ دادگاه حقوقی مشهد: [371, 806, 456, 812]
notice-title: آگهی تغییرات: [419, 363, 456, 370]
notice: [319, 38, 456, 92]
notice: [168, 465, 305, 487]
notice: [168, 132, 305, 154]
notice-code: برگ ۹۴۹۹۰۸: [433, 80, 456, 86]
notice: [469, 38, 606, 102]
notice-title: آگهی تغییرات: [419, 817, 456, 824]
